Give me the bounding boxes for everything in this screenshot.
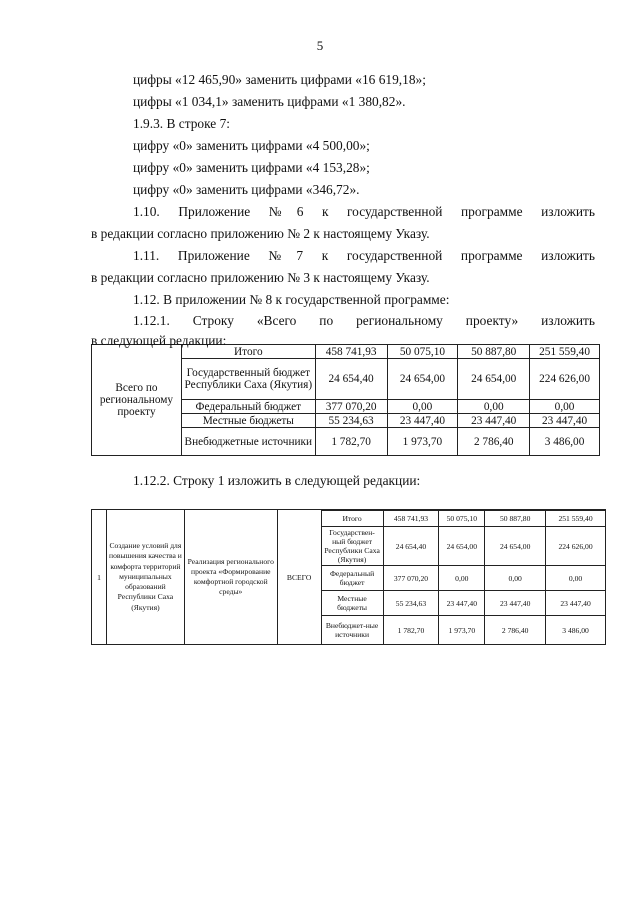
value-cell: 23 447,40	[485, 591, 546, 616]
paragraph-line: 1.12. В приложении № 8 к государственной программе:	[133, 292, 450, 307]
executor-cell: ВСЕГО	[277, 510, 321, 645]
value-cell: 0,00	[387, 400, 458, 414]
value-cell: 23 447,40	[387, 414, 458, 428]
value-cell: 224 626,00	[530, 359, 600, 400]
paragraph-line: цифру «0» заменить цифрами «4 500,00»;	[133, 138, 370, 153]
paragraph-line: 1.10. Приложение №6 к государственной программе изложить	[133, 204, 595, 219]
value-cell: 24 654,00	[387, 359, 458, 400]
value-cell: 55 234,63	[383, 591, 439, 616]
value-cell: 2 786,40	[458, 428, 530, 456]
value-cell: 23 447,40	[458, 414, 530, 428]
goal-cell: Создание условий для повышения качества и комфорта территорий муниципальных образований Республики Саха (Якутия)	[106, 510, 184, 645]
paragraph-line: цифры «12 465,90» заменить цифрами «16 619,18»;	[133, 72, 426, 87]
value-cell: 251 559,40	[546, 511, 606, 527]
value-cell: 23 447,40	[530, 414, 600, 428]
value-cell: 50 887,80	[458, 345, 530, 359]
value-cell: 23 447,40	[546, 591, 606, 616]
paragraph-line: 1.12.1. Строку «Всего по региональному проекту» изложить	[133, 313, 595, 328]
paragraph-line: в следующей редакции:	[91, 333, 227, 348]
value-cell: 458 741,93	[315, 345, 387, 359]
value-cell: 24 654,00	[485, 527, 546, 566]
value-cell: 0,00	[485, 566, 546, 591]
row-one-table	[91, 509, 606, 645]
row-label: Внебюджетные источники	[181, 428, 315, 456]
value-cell: 0,00	[546, 566, 606, 591]
value-cell: 23 447,40	[439, 591, 485, 616]
paragraph-line: цифру «0» заменить цифрами «4 153,28»;	[133, 160, 370, 175]
value-cell: 1 973,70	[387, 428, 458, 456]
total-by-project-table	[91, 344, 600, 456]
row-label: Итого	[181, 345, 315, 359]
value-cell: 50 075,10	[387, 345, 458, 359]
row-label: Государствен-ный бюджет Республики Саха (Якутия)	[321, 527, 383, 566]
row-number-cell: 1	[92, 510, 107, 645]
value-cell: 224 626,00	[546, 527, 606, 566]
value-cell: 24 654,40	[383, 527, 439, 566]
value-cell: 1 973,70	[439, 616, 485, 645]
row-label: Федеральный бюджет	[321, 566, 383, 591]
value-cell: 50 075,10	[439, 511, 485, 527]
paragraph-line: цифру «0» заменить цифрами «346,72».	[133, 182, 360, 197]
value-cell: 1 782,70	[383, 616, 439, 645]
page-number: 5	[316, 38, 324, 53]
value-cell: 3 486,00	[530, 428, 600, 456]
project-cell: Реализация регионального проекта «Формирование комфортной городской среды»	[184, 510, 277, 645]
value-cell: 458 741,93	[383, 511, 439, 527]
value-cell: 55 234,63	[315, 414, 387, 428]
value-cell: 50 887,80	[485, 511, 546, 527]
paragraph-line: в редакции согласно приложению № 2 к настоящему Указу.	[91, 226, 430, 241]
paragraph-line: 1.12.2. Строку 1 изложить в следующей редакции:	[133, 473, 421, 488]
row-label: Местные бюджеты	[321, 591, 383, 616]
value-cell: 0,00	[530, 400, 600, 414]
value-cell: 251 559,40	[530, 345, 600, 359]
value-cell: 0,00	[439, 566, 485, 591]
row-label: Внебюджет-ные источники	[321, 616, 383, 645]
value-cell: 3 486,00	[546, 616, 606, 645]
row-label: Государственный бюджет Республики Саха (Якутия)	[181, 359, 315, 400]
value-cell: 0,00	[458, 400, 530, 414]
paragraph-line: 1.9.3. В строке 7:	[133, 116, 230, 131]
value-cell: 377 070,20	[315, 400, 387, 414]
value-cell: 1 782,70	[315, 428, 387, 456]
value-cell: 24 654,40	[315, 359, 387, 400]
value-cell: 24 654,00	[439, 527, 485, 566]
paragraph-line: в редакции согласно приложению № 3 к настоящему Указу.	[91, 270, 430, 285]
value-cell: 377 070,20	[383, 566, 439, 591]
value-cell: 24 654,00	[458, 359, 530, 400]
value-cell: 2 786,40	[485, 616, 546, 645]
paragraph-line: 1.11. Приложение №7 к государственной программе изложить	[133, 248, 595, 263]
row-label: Местные бюджеты	[181, 414, 315, 428]
row-label: Итого	[321, 511, 383, 527]
row-label: Федеральный бюджет	[181, 400, 315, 414]
group-label-cell: Всего по региональному проекту	[92, 345, 182, 456]
paragraph-line: цифры «1 034,1» заменить цифрами «1 380,82».	[133, 94, 406, 109]
